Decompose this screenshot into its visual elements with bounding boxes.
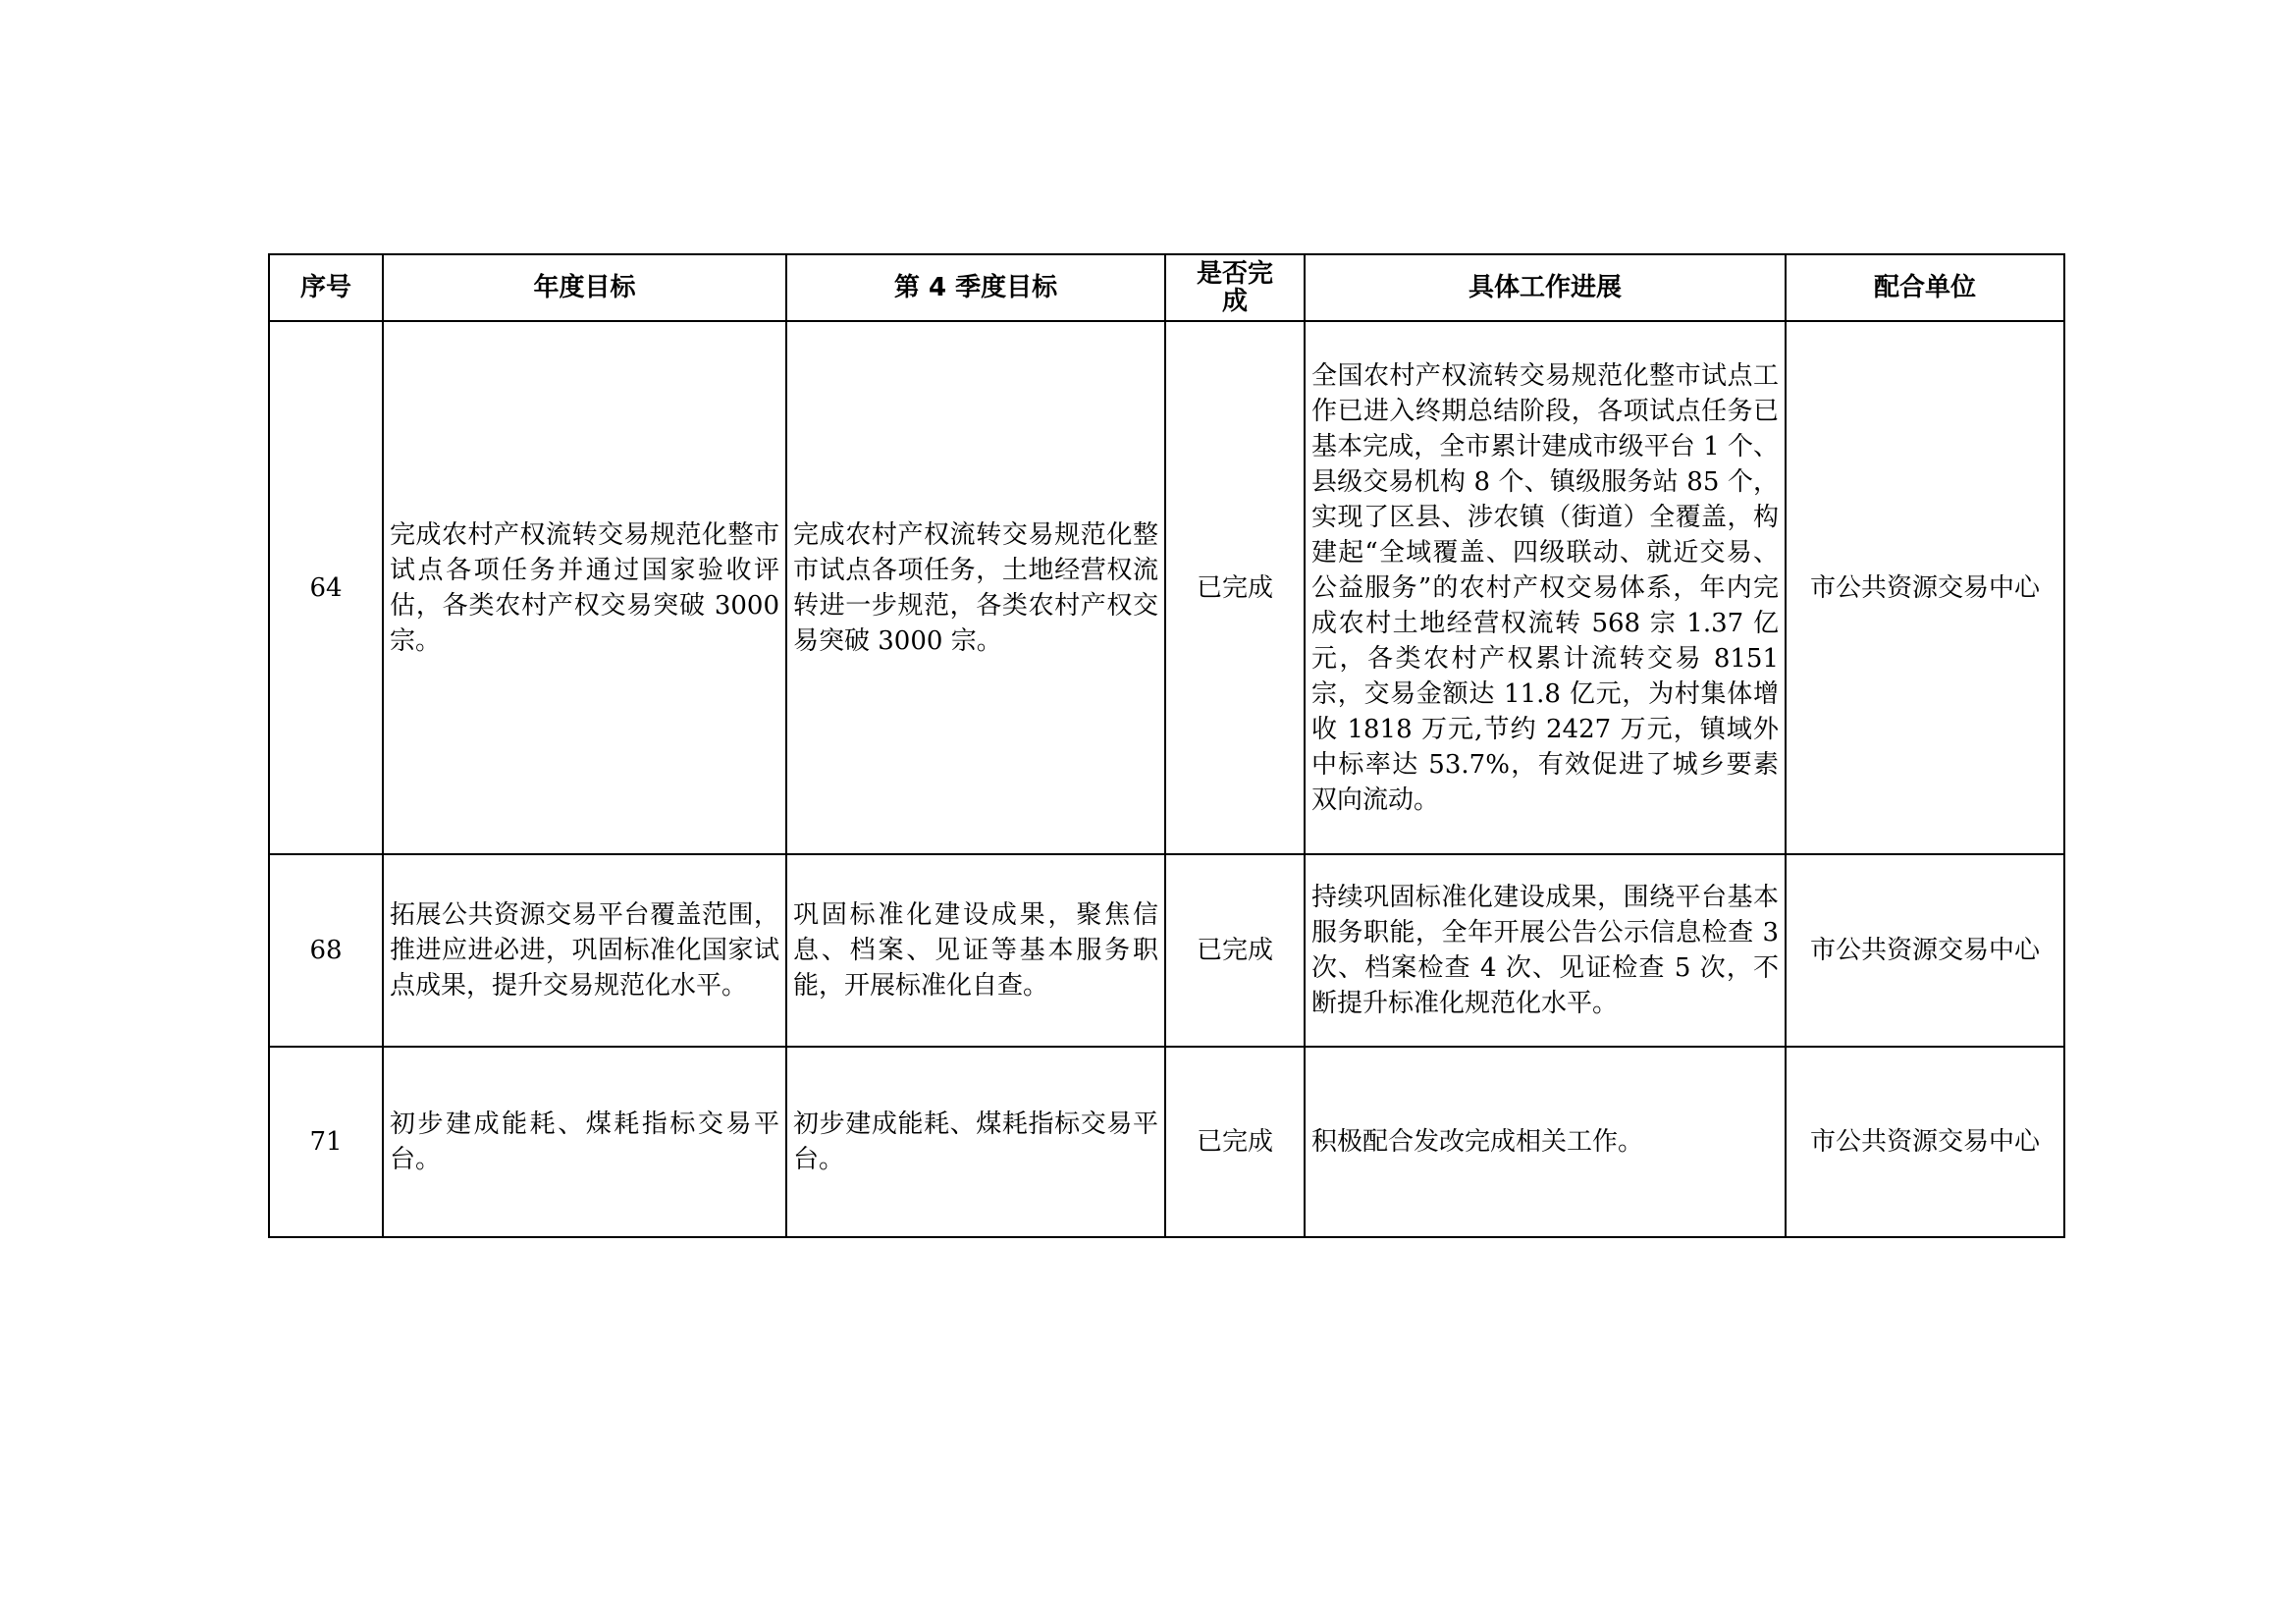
row-completed: 已完成 <box>1165 854 1305 1047</box>
row-progress: 持续巩固标准化建设成果，围绕平台基本服务职能，全年开展公告公示信息检查 3 次、档案检查 4 次、见证检查 5 次，不断提升标准化规范化水平。 <box>1305 854 1786 1047</box>
header-completed <box>1165 254 1305 321</box>
row-q4-goal: 初步建成能耗、煤耗指标交易平台。 <box>786 1047 1165 1237</box>
header-progress: 具体工作进展 <box>1305 254 1786 321</box>
row-completed: 已完成 <box>1165 1047 1305 1237</box>
header-index: 序号 <box>269 254 383 321</box>
row-partner-unit: 市公共资源交易中心 <box>1786 321 2064 854</box>
header-q4-goal: 第 4 季度目标 <box>786 254 1165 321</box>
row-partner-unit: 市公共资源交易中心 <box>1786 1047 2064 1237</box>
row-progress: 全国农村产权流转交易规范化整市试点工作已进入终期总结阶段，各项试点任务已基本完成，全市累计建成市级平台 1 个、县级交易机构 8 个、镇级服务站 85 个，实现了区县、涉农镇（街道）全覆盖，构建起“全域覆盖、四级联动、就近交易、公益服务”的农村产权交易体系，年内完成农村土地经营权流转 568 宗 1.37 亿元，各类农村产权累计流转交易 8151 宗，交易金额达 11.8 亿元，为村集体增收 1818 万元,节约 2427 万元，镇域外中标率达 53.7%，有效促进了城乡要素双向流动。 <box>1305 321 1786 854</box>
row-annual-goal: 拓展公共资源交易平台覆盖范围，推进应进必进，巩固标准化国家试点成果，提升交易规范化水平。 <box>383 854 786 1047</box>
row-annual-goal: 初步建成能耗、煤耗指标交易平台。 <box>383 1047 786 1237</box>
table-row <box>269 1047 2064 1237</box>
header-completed-label: 是否完成 <box>1196 259 1273 316</box>
table-header-row <box>269 254 2064 321</box>
header-annual-goal: 年度目标 <box>383 254 786 321</box>
row-index: 64 <box>269 321 383 854</box>
table-row <box>269 321 2064 854</box>
row-q4-goal: 完成农村产权流转交易规范化整市试点各项任务，土地经营权流转进一步规范，各类农村产权交易突破 3000 宗。 <box>786 321 1165 854</box>
row-q4-goal: 巩固标准化建设成果，聚焦信息、档案、见证等基本服务职能，开展标准化自查。 <box>786 854 1165 1047</box>
row-index: 71 <box>269 1047 383 1237</box>
row-completed: 已完成 <box>1165 321 1305 854</box>
row-partner-unit: 市公共资源交易中心 <box>1786 854 2064 1047</box>
table-row <box>269 854 2064 1047</box>
row-progress: 积极配合发改完成相关工作。 <box>1305 1047 1786 1237</box>
header-partner-unit: 配合单位 <box>1786 254 2064 321</box>
row-annual-goal: 完成农村产权流转交易规范化整市试点各项任务并通过国家验收评估，各类农村产权交易突破 3000 宗。 <box>383 321 786 854</box>
row-index: 68 <box>269 854 383 1047</box>
progress-table <box>268 253 2065 1238</box>
